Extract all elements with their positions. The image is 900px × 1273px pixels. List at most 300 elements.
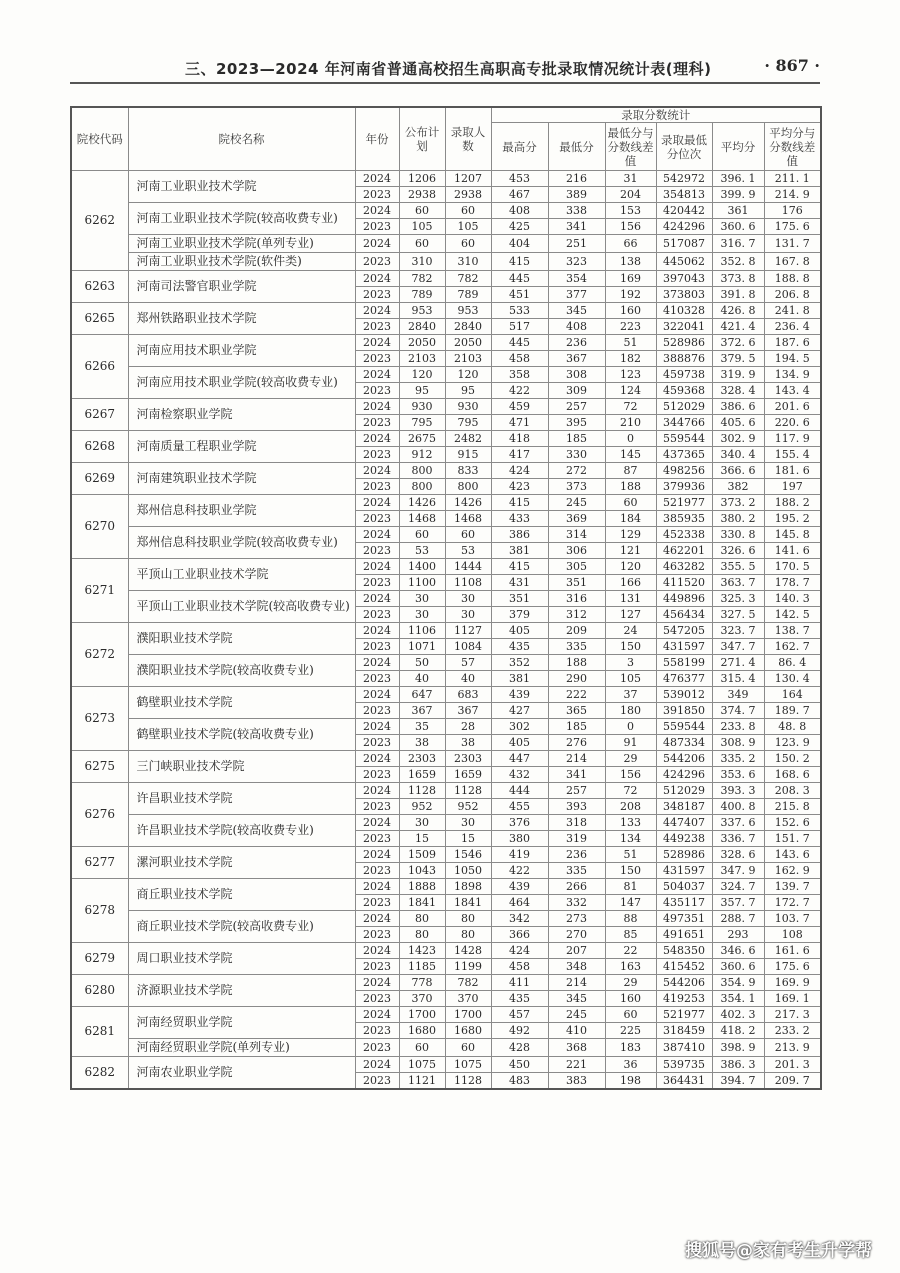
school-code: 6278 <box>71 879 128 943</box>
cell-min-rank: 373803 <box>656 287 712 303</box>
cell-min-diff: 51 <box>605 847 656 863</box>
cell-plan: 2938 <box>399 187 445 203</box>
cell-year: 2023 <box>355 767 399 783</box>
cell-admitted: 28 <box>445 719 491 735</box>
cell-admitted: 782 <box>445 975 491 991</box>
cell-avg-diff: 130. 4 <box>764 671 821 687</box>
cell-avg-score: 426. 8 <box>712 303 764 319</box>
cell-min-score: 410 <box>548 1023 605 1039</box>
cell-max-score: 439 <box>491 687 548 703</box>
cell-year: 2023 <box>355 671 399 687</box>
cell-min-diff: 123 <box>605 367 656 383</box>
school-name: 河南工业职业技术学院 <box>128 171 355 203</box>
cell-min-score: 207 <box>548 943 605 959</box>
cell-avg-diff: 201. 6 <box>764 399 821 415</box>
cell-admitted: 1659 <box>445 767 491 783</box>
cell-min-score: 389 <box>548 187 605 203</box>
cell-admitted: 1199 <box>445 959 491 975</box>
cell-plan: 120 <box>399 367 445 383</box>
cell-min-rank: 512029 <box>656 783 712 799</box>
table-row <box>71 1057 821 1073</box>
cell-min-score: 338 <box>548 203 605 219</box>
cell-year: 2023 <box>355 319 399 335</box>
school-code: 6275 <box>71 751 128 783</box>
header-plan: 公布计划 <box>399 107 445 171</box>
cell-min-rank: 344766 <box>656 415 712 431</box>
cell-year: 2024 <box>355 687 399 703</box>
cell-admitted: 1468 <box>445 511 491 527</box>
cell-avg-diff: 214. 9 <box>764 187 821 203</box>
cell-min-rank: 411520 <box>656 575 712 591</box>
school-name: 河南质量工程职业学院 <box>128 431 355 463</box>
cell-min-score: 221 <box>548 1057 605 1073</box>
cell-admitted: 57 <box>445 655 491 671</box>
table-row <box>71 431 821 447</box>
school-name: 濮阳职业技术学院(较高收费专业) <box>128 655 355 687</box>
cell-admitted: 310 <box>445 253 491 271</box>
school-name: 许昌职业技术学院(较高收费专业) <box>128 815 355 847</box>
cell-avg-score: 400. 8 <box>712 799 764 815</box>
cell-admitted: 1207 <box>445 171 491 187</box>
cell-admitted: 1084 <box>445 639 491 655</box>
cell-min-score: 214 <box>548 975 605 991</box>
cell-max-score: 404 <box>491 235 548 253</box>
cell-plan: 1468 <box>399 511 445 527</box>
cell-min-diff: 36 <box>605 1057 656 1073</box>
cell-year: 2024 <box>355 719 399 735</box>
cell-admitted: 38 <box>445 735 491 751</box>
table-header <box>71 107 821 171</box>
cell-admitted: 683 <box>445 687 491 703</box>
admission-table <box>70 106 822 1090</box>
table-row <box>71 751 821 767</box>
cell-year: 2024 <box>355 367 399 383</box>
cell-year: 2024 <box>355 943 399 959</box>
cell-max-score: 366 <box>491 927 548 943</box>
cell-min-rank: 558199 <box>656 655 712 671</box>
cell-avg-diff: 134. 9 <box>764 367 821 383</box>
table-row <box>71 559 821 575</box>
school-name: 漯河职业技术学院 <box>128 847 355 879</box>
cell-avg-score: 399. 9 <box>712 187 764 203</box>
cell-avg-score: 328. 4 <box>712 383 764 399</box>
cell-min-rank: 391850 <box>656 703 712 719</box>
cell-avg-score: 336. 7 <box>712 831 764 847</box>
cell-avg-score: 363. 7 <box>712 575 764 591</box>
cell-plan: 930 <box>399 399 445 415</box>
cell-avg-score: 347. 9 <box>712 863 764 879</box>
school-name: 河南农业职业学院 <box>128 1057 355 1090</box>
cell-avg-diff: 220. 6 <box>764 415 821 431</box>
cell-year: 2024 <box>355 815 399 831</box>
cell-avg-score: 366. 6 <box>712 463 764 479</box>
cell-avg-score: 347. 7 <box>712 639 764 655</box>
cell-min-score: 188 <box>548 655 605 671</box>
school-code: 6263 <box>71 271 128 303</box>
cell-plan: 1841 <box>399 895 445 911</box>
school-name: 平顶山工业职业技术学院 <box>128 559 355 591</box>
school-code: 6273 <box>71 687 128 751</box>
school-name: 周口职业技术学院 <box>128 943 355 975</box>
cell-max-score: 342 <box>491 911 548 927</box>
cell-avg-score: 330. 8 <box>712 527 764 543</box>
cell-min-score: 309 <box>548 383 605 399</box>
cell-min-diff: 150 <box>605 863 656 879</box>
school-name: 河南经贸职业学院(单列专业) <box>128 1039 355 1057</box>
cell-year: 2023 <box>355 447 399 463</box>
cell-min-rank: 348187 <box>656 799 712 815</box>
cell-avg-diff: 217. 3 <box>764 1007 821 1023</box>
cell-min-diff: 29 <box>605 751 656 767</box>
cell-year: 2024 <box>355 495 399 511</box>
cell-plan: 1400 <box>399 559 445 575</box>
cell-min-diff: 51 <box>605 335 656 351</box>
table-row <box>71 335 821 351</box>
cell-avg-diff: 151. 7 <box>764 831 821 847</box>
cell-min-rank: 504037 <box>656 879 712 895</box>
cell-min-score: 348 <box>548 959 605 975</box>
cell-year: 2024 <box>355 1057 399 1073</box>
school-code: 6265 <box>71 303 128 335</box>
school-code: 6282 <box>71 1057 128 1090</box>
cell-min-diff: 129 <box>605 527 656 543</box>
cell-min-rank: 544206 <box>656 975 712 991</box>
cell-max-score: 415 <box>491 495 548 511</box>
cell-min-score: 305 <box>548 559 605 575</box>
school-name: 商丘职业技术学院(较高收费专业) <box>128 911 355 943</box>
cell-avg-score: 373. 2 <box>712 495 764 511</box>
cell-min-rank: 459738 <box>656 367 712 383</box>
cell-avg-score: 323. 7 <box>712 623 764 639</box>
school-name: 鹤壁职业技术学院 <box>128 687 355 719</box>
cell-min-rank: 388876 <box>656 351 712 367</box>
cell-year: 2024 <box>355 335 399 351</box>
header-score-group: 录取分数统计 <box>491 107 821 123</box>
cell-min-diff: 156 <box>605 219 656 235</box>
cell-avg-diff: 142. 5 <box>764 607 821 623</box>
cell-min-diff: 225 <box>605 1023 656 1039</box>
cell-year: 2023 <box>355 415 399 431</box>
cell-min-score: 319 <box>548 831 605 847</box>
cell-avg-score: 340. 4 <box>712 447 764 463</box>
cell-year: 2024 <box>355 271 399 287</box>
cell-min-score: 312 <box>548 607 605 623</box>
cell-min-score: 266 <box>548 879 605 895</box>
cell-year: 2023 <box>355 1073 399 1090</box>
cell-avg-score: 335. 2 <box>712 751 764 767</box>
cell-max-score: 405 <box>491 735 548 751</box>
cell-year: 2023 <box>355 351 399 367</box>
school-name: 河南建筑职业技术学院 <box>128 463 355 495</box>
cell-avg-diff: 209. 7 <box>764 1073 821 1090</box>
cell-avg-score: 288. 7 <box>712 911 764 927</box>
cell-min-score: 369 <box>548 511 605 527</box>
cell-avg-score: 325. 3 <box>712 591 764 607</box>
cell-min-score: 245 <box>548 495 605 511</box>
cell-avg-diff: 162. 7 <box>764 639 821 655</box>
cell-avg-score: 353. 6 <box>712 767 764 783</box>
cell-min-rank: 539735 <box>656 1057 712 1073</box>
cell-avg-diff: 215. 8 <box>764 799 821 815</box>
cell-admitted: 1700 <box>445 1007 491 1023</box>
cell-year: 2024 <box>355 527 399 543</box>
cell-avg-diff: 169. 9 <box>764 975 821 991</box>
cell-min-score: 236 <box>548 335 605 351</box>
cell-min-score: 214 <box>548 751 605 767</box>
cell-year: 2023 <box>355 479 399 495</box>
cell-max-score: 451 <box>491 287 548 303</box>
cell-max-score: 379 <box>491 607 548 623</box>
cell-min-score: 314 <box>548 527 605 543</box>
cell-min-rank: 528986 <box>656 335 712 351</box>
cell-plan: 1106 <box>399 623 445 639</box>
cell-avg-score: 386. 6 <box>712 399 764 415</box>
cell-year: 2024 <box>355 591 399 607</box>
school-name: 河南工业职业技术学院(较高收费专业) <box>128 203 355 235</box>
cell-min-rank: 387410 <box>656 1039 712 1057</box>
school-code: 6262 <box>71 171 128 271</box>
cell-avg-score: 421. 4 <box>712 319 764 335</box>
cell-admitted: 1898 <box>445 879 491 895</box>
cell-avg-diff: 178. 7 <box>764 575 821 591</box>
cell-min-rank: 459368 <box>656 383 712 399</box>
cell-avg-score: 360. 6 <box>712 219 764 235</box>
cell-min-score: 276 <box>548 735 605 751</box>
cell-avg-diff: 187. 6 <box>764 335 821 351</box>
cell-plan: 53 <box>399 543 445 559</box>
cell-year: 2024 <box>355 783 399 799</box>
header-avg: 平均分 <box>712 123 764 171</box>
cell-min-diff: 60 <box>605 1007 656 1023</box>
source-watermark: 搜狐号@家有考生升学帮 <box>685 1241 872 1261</box>
table-row <box>71 1039 821 1057</box>
school-name: 河南应用技术职业学院 <box>128 335 355 367</box>
cell-max-score: 428 <box>491 1039 548 1057</box>
cell-min-rank: 410328 <box>656 303 712 319</box>
cell-year: 2023 <box>355 895 399 911</box>
table-row <box>71 687 821 703</box>
cell-admitted: 915 <box>445 447 491 463</box>
cell-year: 2023 <box>355 1039 399 1057</box>
cell-min-diff: 133 <box>605 815 656 831</box>
header-min: 最低分 <box>548 123 605 171</box>
cell-year: 2023 <box>355 991 399 1007</box>
cell-min-diff: 81 <box>605 879 656 895</box>
cell-min-score: 393 <box>548 799 605 815</box>
cell-avg-score: 354. 9 <box>712 975 764 991</box>
cell-min-rank: 435117 <box>656 895 712 911</box>
cell-admitted: 2938 <box>445 187 491 203</box>
cell-avg-score: 418. 2 <box>712 1023 764 1039</box>
cell-avg-diff: 48. 8 <box>764 719 821 735</box>
cell-min-rank: 491651 <box>656 927 712 943</box>
cell-admitted: 952 <box>445 799 491 815</box>
cell-max-score: 376 <box>491 815 548 831</box>
cell-min-score: 395 <box>548 415 605 431</box>
cell-admitted: 1075 <box>445 1057 491 1073</box>
cell-avg-diff: 206. 8 <box>764 287 821 303</box>
cell-min-diff: 91 <box>605 735 656 751</box>
school-name: 河南应用技术职业学院(较高收费专业) <box>128 367 355 399</box>
cell-min-rank: 539012 <box>656 687 712 703</box>
cell-plan: 95 <box>399 383 445 399</box>
cell-year: 2024 <box>355 751 399 767</box>
cell-admitted: 370 <box>445 991 491 1007</box>
cell-plan: 367 <box>399 703 445 719</box>
cell-admitted: 930 <box>445 399 491 415</box>
header-rank: 录取最低分位次 <box>656 123 712 171</box>
cell-min-diff: 192 <box>605 287 656 303</box>
cell-avg-score: 396. 1 <box>712 171 764 187</box>
cell-admitted: 1444 <box>445 559 491 575</box>
table-row <box>71 399 821 415</box>
cell-max-score: 455 <box>491 799 548 815</box>
cell-max-score: 415 <box>491 559 548 575</box>
cell-min-rank: 424296 <box>656 219 712 235</box>
table-row <box>71 911 821 927</box>
school-code: 6267 <box>71 399 128 431</box>
cell-year: 2023 <box>355 607 399 623</box>
cell-plan: 2675 <box>399 431 445 447</box>
cell-plan: 50 <box>399 655 445 671</box>
cell-avg-diff: 155. 4 <box>764 447 821 463</box>
cell-admitted: 53 <box>445 543 491 559</box>
cell-min-rank: 397043 <box>656 271 712 287</box>
table-row <box>71 495 821 511</box>
cell-min-score: 323 <box>548 253 605 271</box>
header-year: 年份 <box>355 107 399 171</box>
cell-admitted: 833 <box>445 463 491 479</box>
cell-avg-diff: 195. 2 <box>764 511 821 527</box>
cell-plan: 1121 <box>399 1073 445 1090</box>
cell-min-score: 245 <box>548 1007 605 1023</box>
cell-min-diff: 169 <box>605 271 656 287</box>
cell-plan: 1659 <box>399 767 445 783</box>
cell-min-score: 368 <box>548 1039 605 1057</box>
cell-plan: 1206 <box>399 171 445 187</box>
cell-min-diff: 182 <box>605 351 656 367</box>
cell-admitted: 795 <box>445 415 491 431</box>
cell-min-diff: 22 <box>605 943 656 959</box>
cell-min-rank: 419253 <box>656 991 712 1007</box>
cell-plan: 782 <box>399 271 445 287</box>
cell-min-rank: 547205 <box>656 623 712 639</box>
school-code: 6268 <box>71 431 128 463</box>
cell-min-score: 373 <box>548 479 605 495</box>
cell-min-rank: 517087 <box>656 235 712 253</box>
cell-min-score: 335 <box>548 863 605 879</box>
school-name: 郑州铁路职业技术学院 <box>128 303 355 335</box>
cell-avg-diff: 140. 3 <box>764 591 821 607</box>
cell-avg-diff: 117. 9 <box>764 431 821 447</box>
cell-min-diff: 31 <box>605 171 656 187</box>
header-max: 最高分 <box>491 123 548 171</box>
school-code: 6277 <box>71 847 128 879</box>
page-header <box>70 52 820 84</box>
cell-min-rank: 449238 <box>656 831 712 847</box>
cell-avg-diff: 139. 7 <box>764 879 821 895</box>
cell-avg-diff: 170. 5 <box>764 559 821 575</box>
cell-avg-score: 308. 9 <box>712 735 764 751</box>
cell-min-diff: 163 <box>605 959 656 975</box>
cell-min-diff: 121 <box>605 543 656 559</box>
cell-plan: 60 <box>399 203 445 219</box>
table-row <box>71 203 821 219</box>
cell-min-rank: 318459 <box>656 1023 712 1039</box>
cell-min-rank: 354813 <box>656 187 712 203</box>
cell-plan: 1700 <box>399 1007 445 1023</box>
cell-min-rank: 528986 <box>656 847 712 863</box>
table-row <box>71 847 821 863</box>
table-row <box>71 719 821 735</box>
cell-min-score: 377 <box>548 287 605 303</box>
cell-admitted: 2050 <box>445 335 491 351</box>
table-row <box>71 815 821 831</box>
cell-admitted: 1428 <box>445 943 491 959</box>
cell-avg-diff: 123. 9 <box>764 735 821 751</box>
cell-max-score: 492 <box>491 1023 548 1039</box>
cell-min-diff: 88 <box>605 911 656 927</box>
cell-min-score: 351 <box>548 575 605 591</box>
cell-min-diff: 210 <box>605 415 656 431</box>
cell-year: 2023 <box>355 383 399 399</box>
cell-plan: 912 <box>399 447 445 463</box>
cell-max-score: 458 <box>491 959 548 975</box>
cell-year: 2024 <box>355 463 399 479</box>
cell-min-diff: 124 <box>605 383 656 399</box>
cell-min-score: 185 <box>548 431 605 447</box>
cell-avg-score: 349 <box>712 687 764 703</box>
cell-year: 2023 <box>355 863 399 879</box>
cell-avg-diff: 181. 6 <box>764 463 821 479</box>
cell-min-rank: 462201 <box>656 543 712 559</box>
table-row <box>71 171 821 187</box>
cell-min-diff: 147 <box>605 895 656 911</box>
cell-min-diff: 120 <box>605 559 656 575</box>
cell-min-score: 383 <box>548 1073 605 1090</box>
school-code: 6281 <box>71 1007 128 1057</box>
cell-min-score: 332 <box>548 895 605 911</box>
cell-admitted: 1841 <box>445 895 491 911</box>
cell-plan: 647 <box>399 687 445 703</box>
cell-admitted: 30 <box>445 591 491 607</box>
cell-avg-score: 391. 8 <box>712 287 764 303</box>
cell-max-score: 447 <box>491 751 548 767</box>
header-avg-diff: 平均分与分数线差值 <box>764 123 821 171</box>
cell-year: 2023 <box>355 959 399 975</box>
cell-avg-score: 405. 6 <box>712 415 764 431</box>
cell-admitted: 1128 <box>445 783 491 799</box>
cell-admitted: 40 <box>445 671 491 687</box>
cell-plan: 1043 <box>399 863 445 879</box>
cell-year: 2024 <box>355 559 399 575</box>
cell-avg-score: 380. 2 <box>712 511 764 527</box>
school-name: 鹤壁职业技术学院(较高收费专业) <box>128 719 355 751</box>
cell-max-score: 458 <box>491 351 548 367</box>
cell-avg-score: 293 <box>712 927 764 943</box>
cell-min-score: 222 <box>548 687 605 703</box>
cell-min-diff: 150 <box>605 639 656 655</box>
cell-year: 2024 <box>355 203 399 219</box>
cell-avg-diff: 103. 7 <box>764 911 821 927</box>
cell-min-diff: 208 <box>605 799 656 815</box>
header-min-diff: 最低分与分数线差值 <box>605 123 656 171</box>
cell-admitted: 782 <box>445 271 491 287</box>
cell-avg-diff: 168. 6 <box>764 767 821 783</box>
cell-plan: 30 <box>399 591 445 607</box>
cell-avg-diff: 213. 9 <box>764 1039 821 1057</box>
cell-plan: 1185 <box>399 959 445 975</box>
